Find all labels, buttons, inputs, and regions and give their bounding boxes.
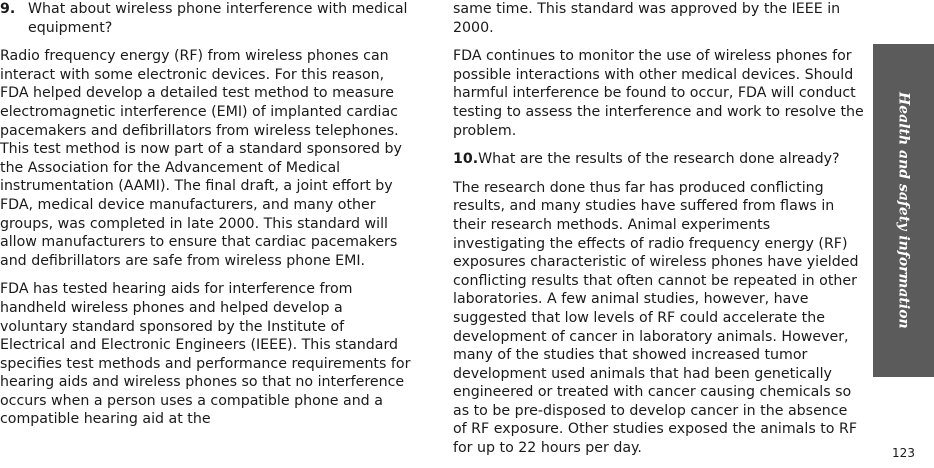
section-side-tab — [873, 44, 934, 377]
question-10 — [453, 150, 865, 169]
left-column — [0, 0, 412, 439]
section-side-tab-label: Health and safety information — [895, 92, 912, 329]
right-column — [453, 0, 865, 468]
paragraph-fda-monitoring: FDA continues to monitor the use of wireless phones for possible interactions with other medical devices. Should harmful interference be found to occur, FDA will conduct testing to assess the interference and work to resolve the problem. — [453, 48, 864, 139]
question-9 — [0, 0, 412, 37]
paragraph-research-results: The research done thus far has produced conflicting results, and many studies have suffered from flaws in their research methods. Animal experiments investigating the effects of radio frequency energy (RF) exposures characteristic of wireless phones have yielded conflicting results that often cannot be repeated in other laboratories. A few animal studies, however, have suggested that low levels of RF could accelerate the development of cancer in laboratory animals. However, many of the studies that showed increased tumor development used animals that had been genetically engineered or treated with cancer causing chemicals so as to be pre-disposed to develop cancer in the absence of RF exposure. Other studies exposed the animals to RF for up to 22 hours per day. — [453, 179, 859, 457]
question-text: What about wireless phone interference with medical equipment? — [28, 1, 408, 36]
paragraph-continuation: same time. This standard was approved by the IEEE in 2000. — [453, 1, 841, 36]
paragraph-hearing-aids: FDA has tested hearing aids for interference from handheld wireless phones and helped develop a voluntary standard sponsored by the Institute of Electrical and Electronic Engineers (IEEE). This standard specifies test methods and performance requirements for hearing aids and wireless phones so that no interference occurs when a person uses a compatible phone and a compatible hearing aid at the — [0, 281, 411, 428]
question-number: 9. — [0, 1, 16, 17]
paragraph-rf-pacemakers: Radio frequency energy (RF) from wireless phones can interact with some electronic devices. For this reason, FDA helped develop a detailed test method to measure electromagnetic interference (EMI) of implanted cardiac pacemakers and defibrillators from wireless telephones. This test method is now part of a standard sponsored by the Association for the Advancement of Medical instrumentation (AAMI). The final draft, a joint effort by FDA, medical device manufacturers, and many other groups, was completed in late 2000. This standard will allow manufacturers to ensure that cardiac pacemakers and defibrillators are safe from wireless phone EMI. — [0, 48, 402, 269]
page-number: 123 — [892, 446, 915, 460]
question-number: 10. — [453, 151, 479, 168]
question-text: What are the results of the research done already? — [478, 151, 840, 168]
